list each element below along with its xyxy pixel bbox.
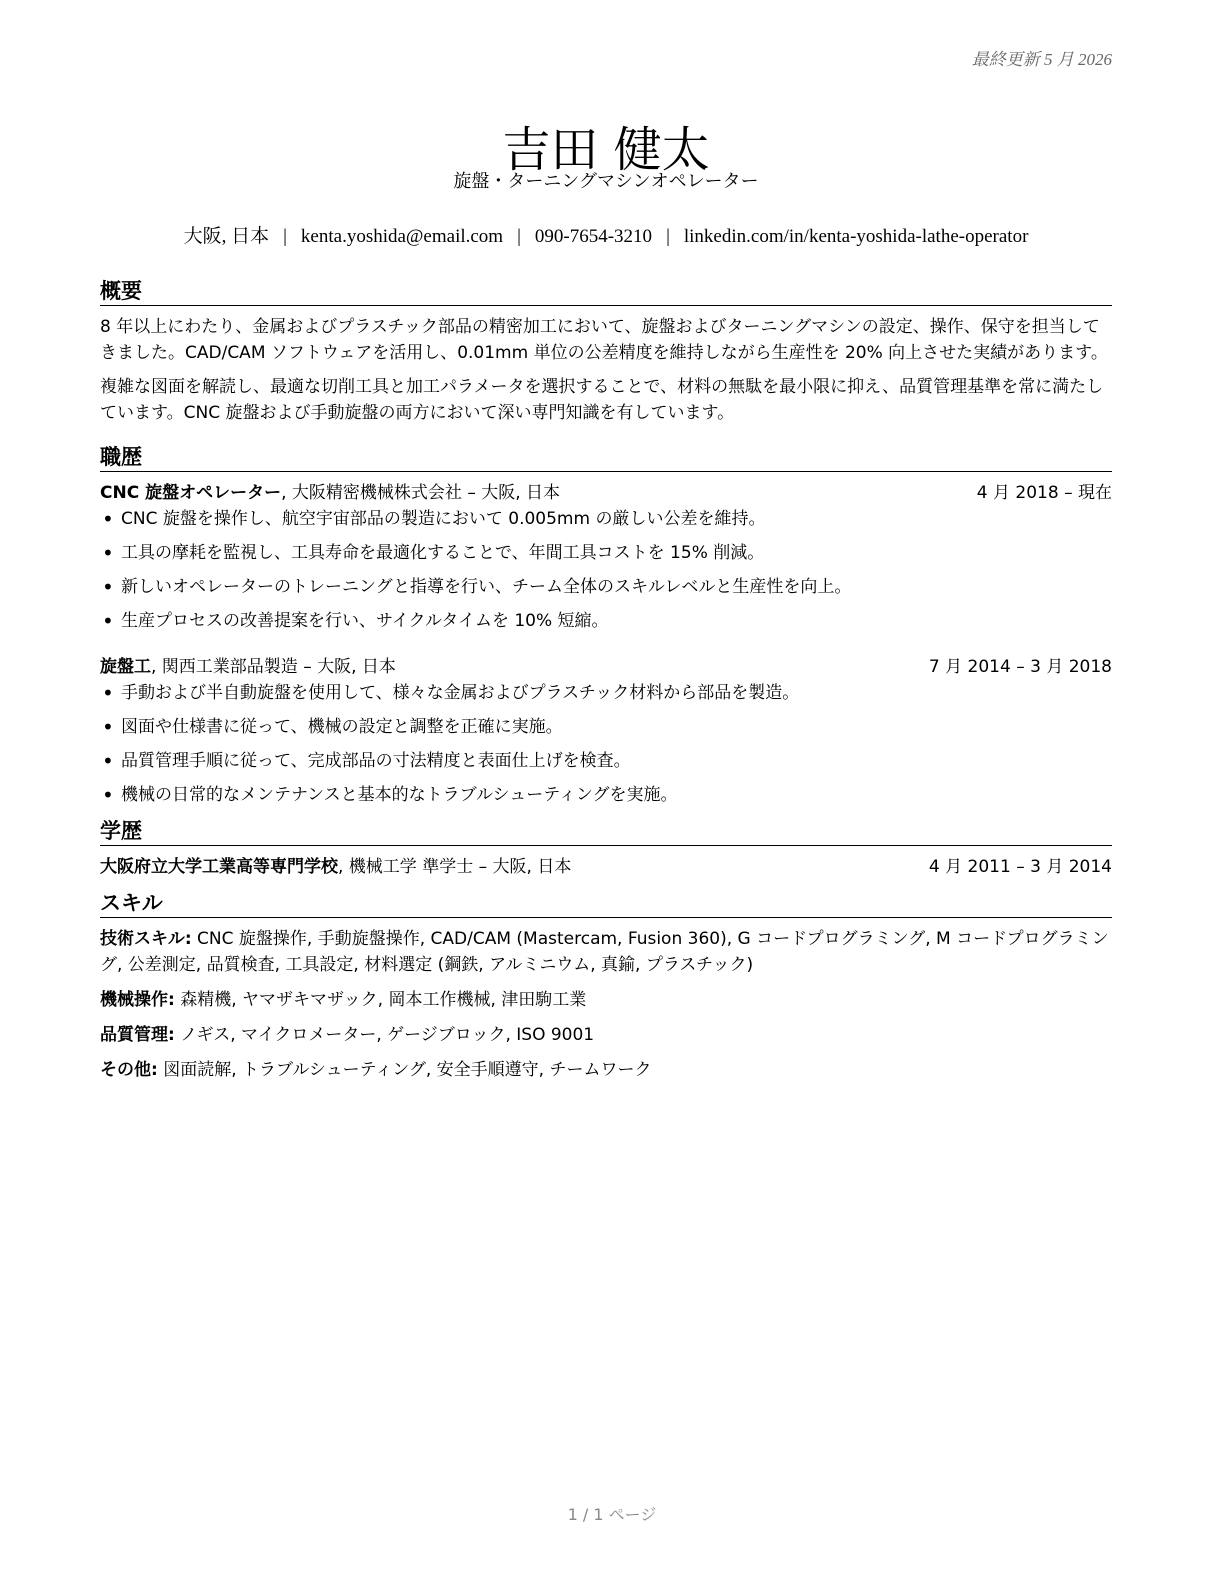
- education-school-degree: [100, 854, 571, 880]
- job-title: 旋盤・ターニングマシンオペレーター: [453, 171, 759, 192]
- summary-section: [100, 278, 1112, 426]
- job-bullet: • 図面や仕様書に従って、機械の設定と調整を正確に実施。: [100, 714, 1112, 740]
- skill-value: 森精機, ヤマザキマザック, 岡本工作機械, 津田駒工業: [174, 990, 587, 1010]
- job-header: [100, 654, 1112, 680]
- education-school: 大阪府立大学工業高等専門学校: [100, 857, 338, 877]
- job-company: , 大阪精密機械株式会社 – 大阪, 日本: [281, 483, 561, 503]
- summary-heading: 概要: [100, 278, 1112, 306]
- education-section: [100, 818, 1112, 880]
- job-bullet: • 新しいオペレーターのトレーニングと指導を行い、チーム全体のスキルレベルと生産性を向上。: [100, 574, 1112, 600]
- job-title-company: [100, 480, 560, 506]
- skill-row: [100, 987, 1112, 1013]
- candidate-name: 吉田 健太: [502, 122, 710, 179]
- education-entry: [100, 854, 1112, 880]
- job-bullet: • 生産プロセスの改善提案を行い、サイクルタイムを 10% 短縮。: [100, 608, 1112, 634]
- skill-value: ノギス, マイクロメーター, ゲージブロック, ISO 9001: [174, 1025, 595, 1045]
- job-bullets: [100, 680, 1112, 808]
- skill-label: 機械操作:: [100, 990, 175, 1010]
- skill-row: [100, 926, 1112, 978]
- skill-label: その他:: [100, 1060, 158, 1080]
- page-number: 1 / 1 ページ: [567, 1505, 657, 1524]
- contact-separator: |: [666, 226, 670, 247]
- job-title-company: [100, 654, 396, 680]
- contact-phone[interactable]: 090-7654-3210: [534, 226, 653, 247]
- job-dates: 7 月 2014 – 3 月 2018: [928, 657, 1112, 677]
- job-entry: [100, 654, 1112, 808]
- contact-linkedin[interactable]: linkedin.com/in/kenta-yoshida-lathe-operator: [683, 226, 1029, 247]
- job-bullet: • CNC 旋盤を操作し、航空宇宙部品の製造において 0.005mm の厳しい公差を維持。: [100, 506, 1112, 532]
- skill-row: [100, 1057, 1112, 1083]
- contact-separator: |: [517, 226, 521, 247]
- skill-label: 品質管理:: [100, 1025, 175, 1045]
- job-header: [100, 480, 1112, 506]
- job-bullet: • 品質管理手順に従って、完成部品の寸法精度と表面仕上げを検査。: [100, 748, 1112, 774]
- skills-heading: スキル: [100, 890, 1112, 918]
- job-bullet: • 手動および半自動旋盤を使用して、様々な金属およびプラスチック材料から部品を製造。: [100, 680, 1112, 706]
- education-heading: 学歴: [100, 818, 1112, 846]
- contact-separator: |: [283, 226, 287, 247]
- last-updated: 最終更新 5 月 2026: [971, 50, 1112, 69]
- skill-row: [100, 1022, 1112, 1048]
- contact-email[interactable]: kenta.yoshida@email.com: [300, 226, 504, 247]
- job-bullets: [100, 506, 1112, 634]
- experience-section: [100, 444, 1112, 808]
- contact-line: [100, 224, 1112, 250]
- job-company: , 関西工業部品製造 – 大阪, 日本: [151, 657, 396, 677]
- job-role: 旋盤工: [100, 657, 151, 677]
- skills-section: [100, 890, 1112, 1083]
- experience-heading: 職歴: [100, 444, 1112, 472]
- summary-paragraph: 複雑な図面を解読し、最適な切削工具と加工パラメータを選択することで、材料の無駄を最小限に抑え、品質管理基準を常に満たしています。CNC 旋盤および手動旋盤の両方において深い専門知識を有しています。: [100, 377, 1104, 423]
- contact-location: 大阪, 日本: [183, 226, 270, 247]
- resume-content: [100, 278, 1112, 1092]
- skill-value: 図面読解, トラブルシューティング, 安全手順遵守, チームワーク: [157, 1060, 652, 1080]
- job-dates: 4 月 2018 – 現在: [976, 483, 1112, 503]
- job-role: CNC 旋盤オペレーター: [100, 483, 282, 503]
- education-degree: , 機械工学 準学士 – 大阪, 日本: [338, 857, 572, 877]
- job-bullet: • 機械の日常的なメンテナンスと基本的なトラブルシューティングを実施。: [100, 782, 1112, 808]
- education-dates: 4 月 2011 – 3 月 2014: [928, 857, 1112, 877]
- skill-value: CNC 旋盤操作, 手動旋盤操作, CAD/CAM (Mastercam, Fusion 360), G コードプログラミング, M コードプログラミング, 公差測定, 品質検査, 工具設定, 材料選定 (鋼鉄, アルミニウム, 真鍮, プラスチック): [100, 929, 1109, 975]
- job-entry: [100, 480, 1112, 634]
- job-bullet: • 工具の摩耗を監視し、工具寿命を最適化することで、年間工具コストを 15% 削減。: [100, 540, 1112, 566]
- summary-paragraph: 8 年以上にわたり、金属およびプラスチック部品の精密加工において、旋盤およびターニングマシンの設定、操作、保守を担当してきました。CAD/CAM ソフトウェアを活用し、0.01mm 単位の公差精度を維持しながら生産性を 20% 向上させた実績があります。: [100, 317, 1108, 363]
- skill-label: 技術スキル:: [100, 929, 192, 949]
